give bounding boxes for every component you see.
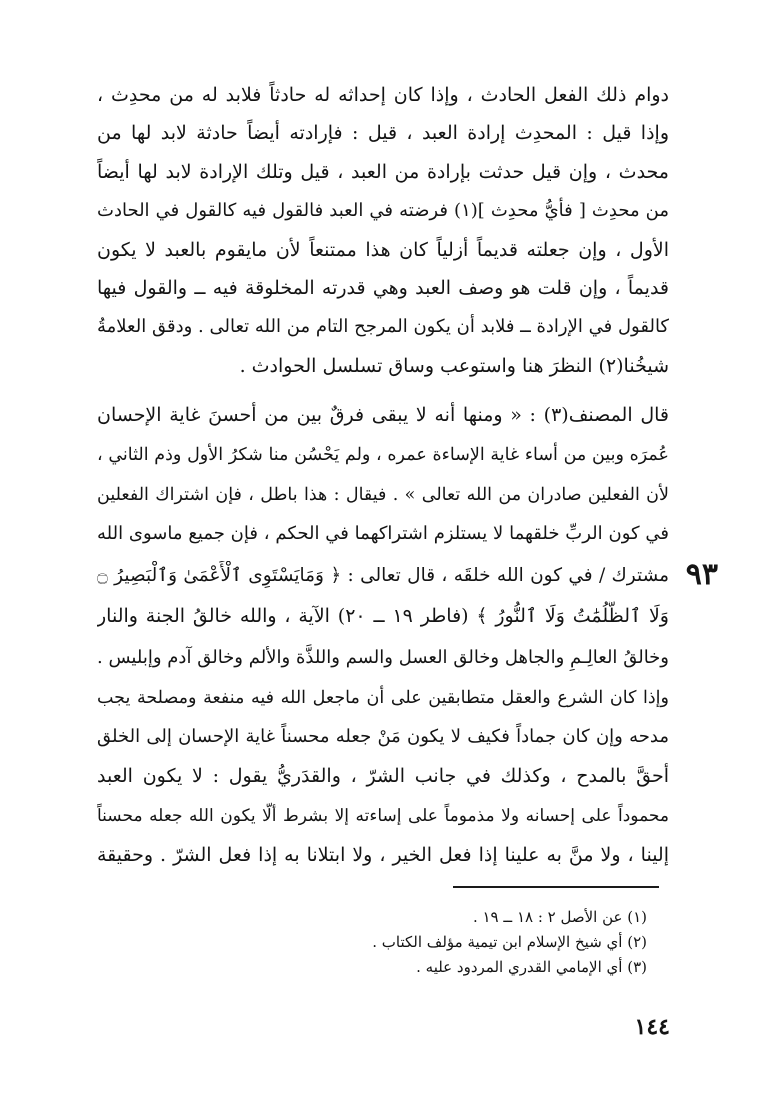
body-line-1: دوام ذلك الفعل الحادث ، وإذا كان إحداثه له حادثاً فلابد له من محدِث ، [97, 84, 669, 106]
body-line-2: وإذا قيل : المحدِث إرادة العبد ، قيل : فإرادته أيضاً حادثة لابد لها من [97, 122, 669, 144]
margin-page-reference: ٩٣ [685, 557, 718, 592]
body-line-3: محدث ، وإن قيل حدثت بإرادة من العبد ، قيل وتلك الإرادة لابد لها أيضاً [97, 161, 669, 183]
body-line-5: الأول ، وإن جعلته قديماً أزلياً كان هذا ممتنعاً لأن مايقوم بالعبد لا يكون [97, 239, 669, 261]
body-line-9: قال المصنف(٣) : « ومنها أنه لا يبقى فرقٌ بين من أحسنَ غاية الإحسان [97, 404, 669, 426]
body-line-19: محموداً على إحسانه ولا مذموماً على إساءته إلا بشرط ألّا يكون الله جعله محسناً [97, 806, 669, 826]
body-line-12: في كون الربِّ خلقهما لا يستلزم اشتراكهما في الحكم ، فإن جميع ماسوى الله [97, 523, 669, 544]
body-line-18: أحقَّ بالمدح ، وكذلك في جانب الشرّ ، والقدَريُّ يقول : لا يكون العبد [97, 765, 669, 787]
body-line-16: وإذا كان الشرع والعقل متطابقين على أن ماجعل الله فيه منفعة ومصلحة يجب [97, 688, 669, 708]
body-line-13: مشترك / في كون الله خلقَه ، قال تعالى : ﴿ وَمَايَسْتَوِى ٱلْأَعْمَىٰ وَٱلْبَصِيرُ ۝ [97, 565, 669, 586]
body-line-15: وخالقُ العالِـمِ والجاهل وخالق العسل والسم واللذَّة والألم وخالق آدم وإبليس . [97, 647, 669, 668]
body-line-17: مدحه وإن كان جماداً فكيف لا يكون مَنْ جعله محسناً غاية الإحسان إلى الخلق [97, 726, 669, 747]
body-line-6: قديماً ، وإن قلت هو وصف العبد وهي قدرته المخلوقة فيه ــ والقول فيها [97, 277, 669, 299]
body-line-10: عُمرَه وبين من أساء غاية الإساءة عمره ، ولم يَحْسُن منا شكرُ الأول وذم الثاني ، [97, 445, 669, 465]
footnote-1: (١) عن الأصل ٢ : ١٨ ــ ١٩ . [472, 908, 647, 926]
footnote-2: (٢) أي شيخ الإسلام ابن تيمية مؤلف الكتاب . [372, 933, 647, 951]
body-line-20: إلينا ، ولا منَّ به علينا إذا فعل الخير ، ولا ابتلانا به إذا فعل الشرّ . وحقيقة [97, 844, 669, 866]
body-line-11: لأن الفعلين صادران من الله تعالى » . فيقال : هذا باطل ، فإن اشتراك الفعلين [97, 485, 669, 505]
body-line-7: كالقول في الإرادة ــ فلابد أن يكون المرجح التام من الله تعالى . ودقق العلامةُ [97, 316, 669, 337]
body-line-14: وَلَا ٱلظُّلُمَٰتُ وَلَا ٱلنُّورُ ﴾ (فاطر ١٩ ــ ٢٠) الآية ، والله خالقُ الجنة والنار [97, 605, 669, 627]
page-number: ١٤٤ [634, 1014, 670, 1040]
body-line-4: من محدِث [ فأيُّ محدِث ](١) فرضته في العبد فالقول فيه كالقول في الحادث [97, 200, 669, 221]
footnote-3: (٣) أي الإمامي القدري المردود عليه . [416, 958, 647, 976]
footnote-separator [453, 886, 659, 888]
body-line-8: شيخُنا(٢) النظرَ هنا واستوعب وساق تسلسل الحوادث . [239, 355, 669, 377]
